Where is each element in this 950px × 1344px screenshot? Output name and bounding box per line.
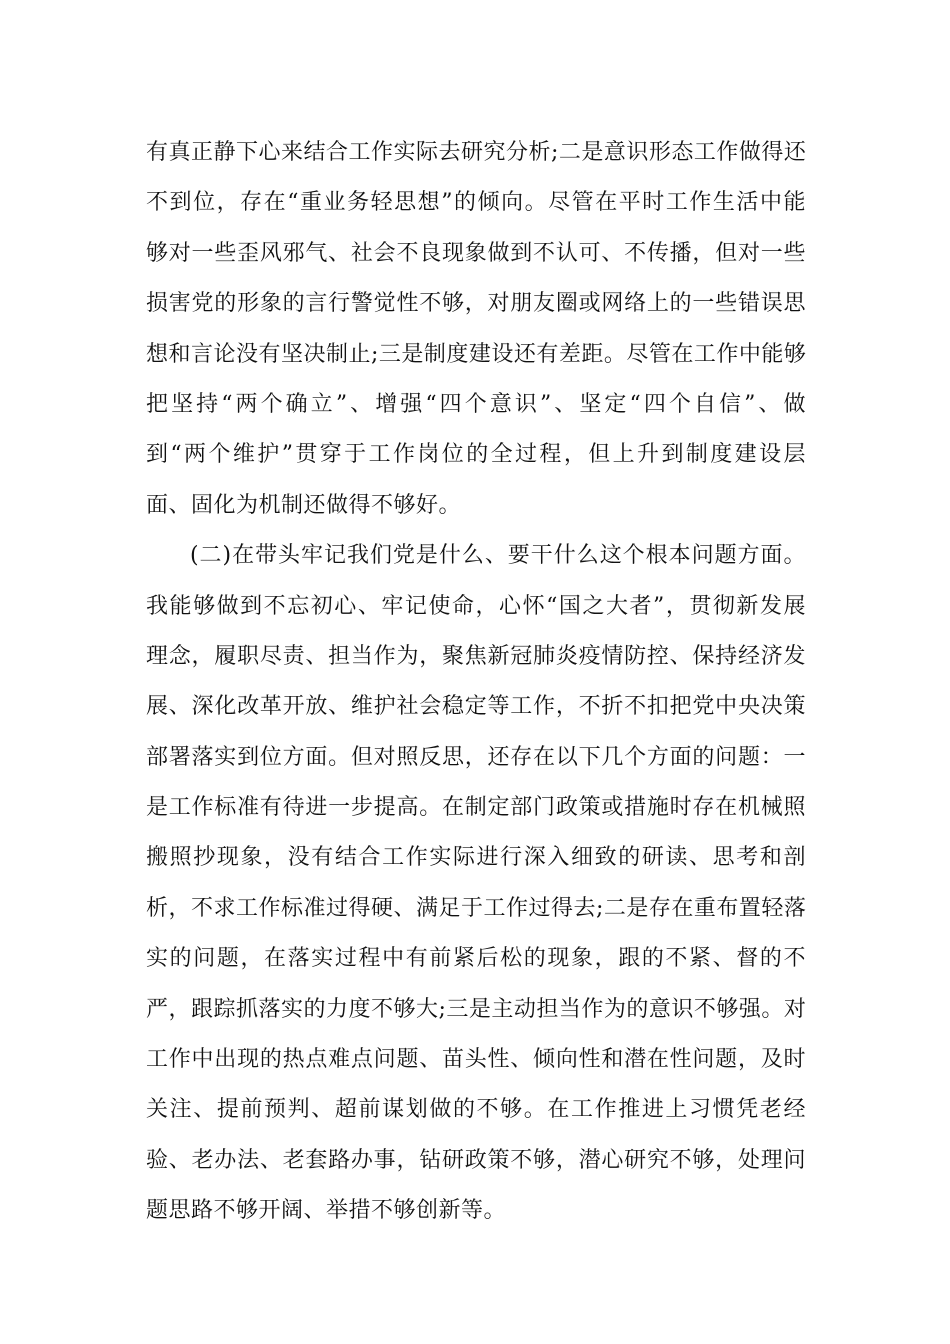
body-text [146, 128, 806, 1237]
text-line: 关注、提前预判、超前谋划做的不够。在工作推进上习惯凭老经 [146, 1097, 806, 1123]
text-line: 到“两个维护”贯穿于工作岗位的全过程，但上升到制度建设层 [146, 442, 806, 468]
text-line: 搬照抄现象，没有结合工作实际进行深入细致的研读、思考和剖 [146, 845, 806, 871]
text-line: 我能够做到不忘初心、牢记使命，心怀“国之大者”，贯彻新发展 [146, 593, 806, 619]
text-line: 不到位，存在“重业务轻思想”的倾向。尽管在平时工作生活中能 [146, 190, 806, 216]
text-line: 部署落实到位方面。但对照反思，还存在以下几个方面的问题：一 [146, 744, 806, 770]
text-line: 损害党的形象的言行警觉性不够，对朋友圈或网络上的一些错误思 [146, 291, 806, 317]
text-line: 工作中出现的热点难点问题、苗头性、倾向性和潜在性问题，及时 [146, 1047, 806, 1073]
text-line: 严，跟踪抓落实的力度不够大;三是主动担当作为的意识不够强。对 [146, 996, 807, 1022]
text-line: 够对一些歪风邪气、社会不良现象做到不认可、不传播，但对一些 [146, 240, 806, 266]
text-line: 题思路不够开阔、举措不够创新等。 [146, 1198, 507, 1224]
text-line: 理念，履职尽责、担当作为，聚焦新冠肺炎疫情防控、保持经济发 [146, 643, 806, 669]
text-line: 面、固化为机制还做得不够好。 [146, 492, 462, 518]
text-line: 把坚持“两个确立”、增强“四个意识”、坚定“四个自信”、做 [146, 391, 806, 417]
text-line: 验、老办法、老套路办事，钻研政策不够，潜心研究不够，处理问 [146, 1147, 806, 1173]
text-line: 有真正静下心来结合工作实际去研究分析;二是意识形态工作做得还 [146, 140, 807, 165]
text-line: 析，不求工作标准过得硬、满足于工作过得去;二是存在重布置轻落 [146, 895, 807, 921]
text-line: 展、深化改革开放、维护社会稳定等工作，不折不扣把党中央决策 [146, 694, 806, 720]
text-line: 实的问题，在落实过程中有前紧后松的现象，跟的不紧、督的不 [146, 946, 806, 972]
text-line: 是工作标准有待进一步提高。在制定部门政策或措施时存在机械照 [146, 795, 806, 821]
section-heading-line: (二)在带头牢记我们党是什么、要干什么这个根本问题方面。 [190, 543, 806, 569]
text-line: 想和言论没有坚决制止;三是制度建设还有差距。尽管在工作中能够 [146, 341, 807, 367]
